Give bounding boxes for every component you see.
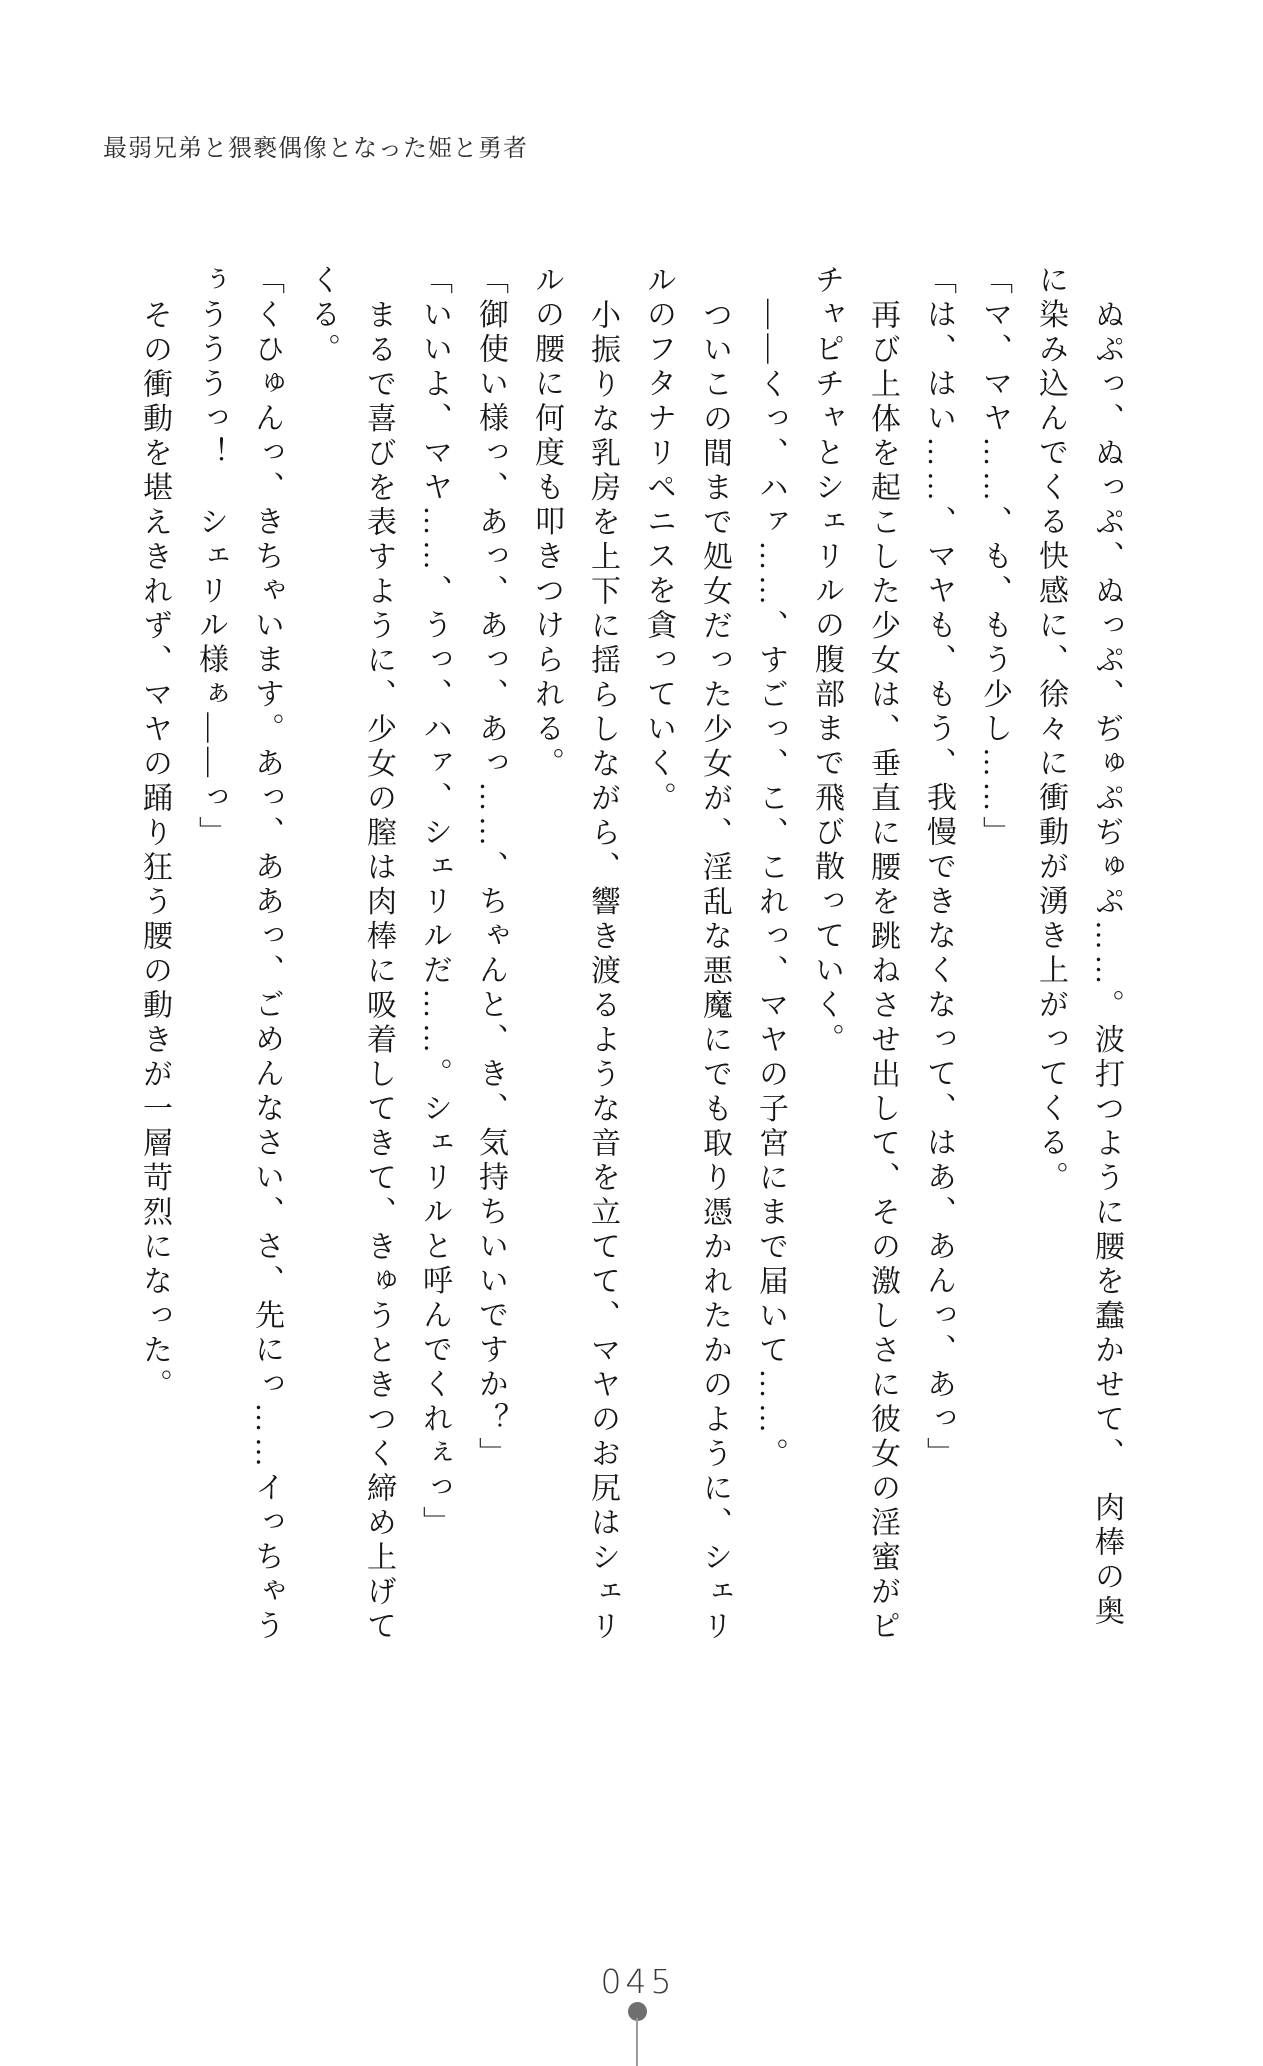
text-column: ルの腰に何度も叩きつけられる。 <box>530 264 563 782</box>
text-column: 「くひゅんっ、きちゃいます。あっ、ああっ、ごめんなさい、さ、先にっ……イっちゃう <box>250 264 283 1644</box>
text-column: に染み込んでくる快感に、徐々に衝動が湧き上がってくる。 <box>1034 264 1067 1196</box>
text-column: チャピチャとシェリルの腹部まで飛び散っていく。 <box>810 264 843 1058</box>
text-column: ぬぷっ、ぬっぷ、ぬっぷ、ぢゅぷぢゅぷ……。波打つように腰を蠢かせて、 肉棒の奥 <box>1090 299 1123 1630</box>
text-column: ぅうううっ！ シェリル様ぁ——っ」 <box>194 264 227 851</box>
text-column: くる。 <box>306 264 339 368</box>
text-column: ついこの間まで処女だった少女が、淫乱な悪魔にでも取り憑かれたかのように、シェリ <box>698 299 731 1645</box>
text-column: 小振りな乳房を上下に揺らしながら、響き渡るような音を立てて、マヤのお尻はシェリ <box>586 299 619 1645</box>
text-columns <box>122 264 1134 1652</box>
text-column: その衝動を堪えきれず、マヤの踊り狂う腰の動きが一層苛烈になった。 <box>138 299 171 1403</box>
text-column: 再び上体を起こした少女は、垂直に腰を跳ねさせ出して、その激しさに彼女の淫蜜がピ <box>866 299 899 1645</box>
page-number: 045 <box>600 1962 676 2001</box>
text-column: まるで喜びを表すように、少女の膣は肉棒に吸着してきて、きゅうときつく締め上げて <box>362 299 395 1645</box>
text-column: ——くっ、ハァ……、すごっ、こ、これっ、マヤの子宮にまで届いて……。 <box>754 299 787 1472</box>
text-column: 「いいよ、マヤ……、うっ、ハァ、シェリルだ……。シェリルと呼んでくれぇっ」 <box>418 264 451 1541</box>
running-header-title: 最弱兄弟と猥褻偶像となった姫と勇者 <box>103 136 528 162</box>
text-column: 「マ、マヤ……、も、もう少し……」 <box>978 264 1011 851</box>
text-column: 「は、はい……、マヤも、もう、我慢できなくなって、はあ、あんっ、あっ」 <box>922 264 955 1472</box>
text-column: ルのフタナリペニスを貪っていく。 <box>642 264 675 816</box>
text-column: 「御使い様っ、あっ、あっ、あっ……、ちゃんと、き、気持ちいいですか？」 <box>474 264 507 1472</box>
page-ornament-line <box>636 2018 638 2066</box>
